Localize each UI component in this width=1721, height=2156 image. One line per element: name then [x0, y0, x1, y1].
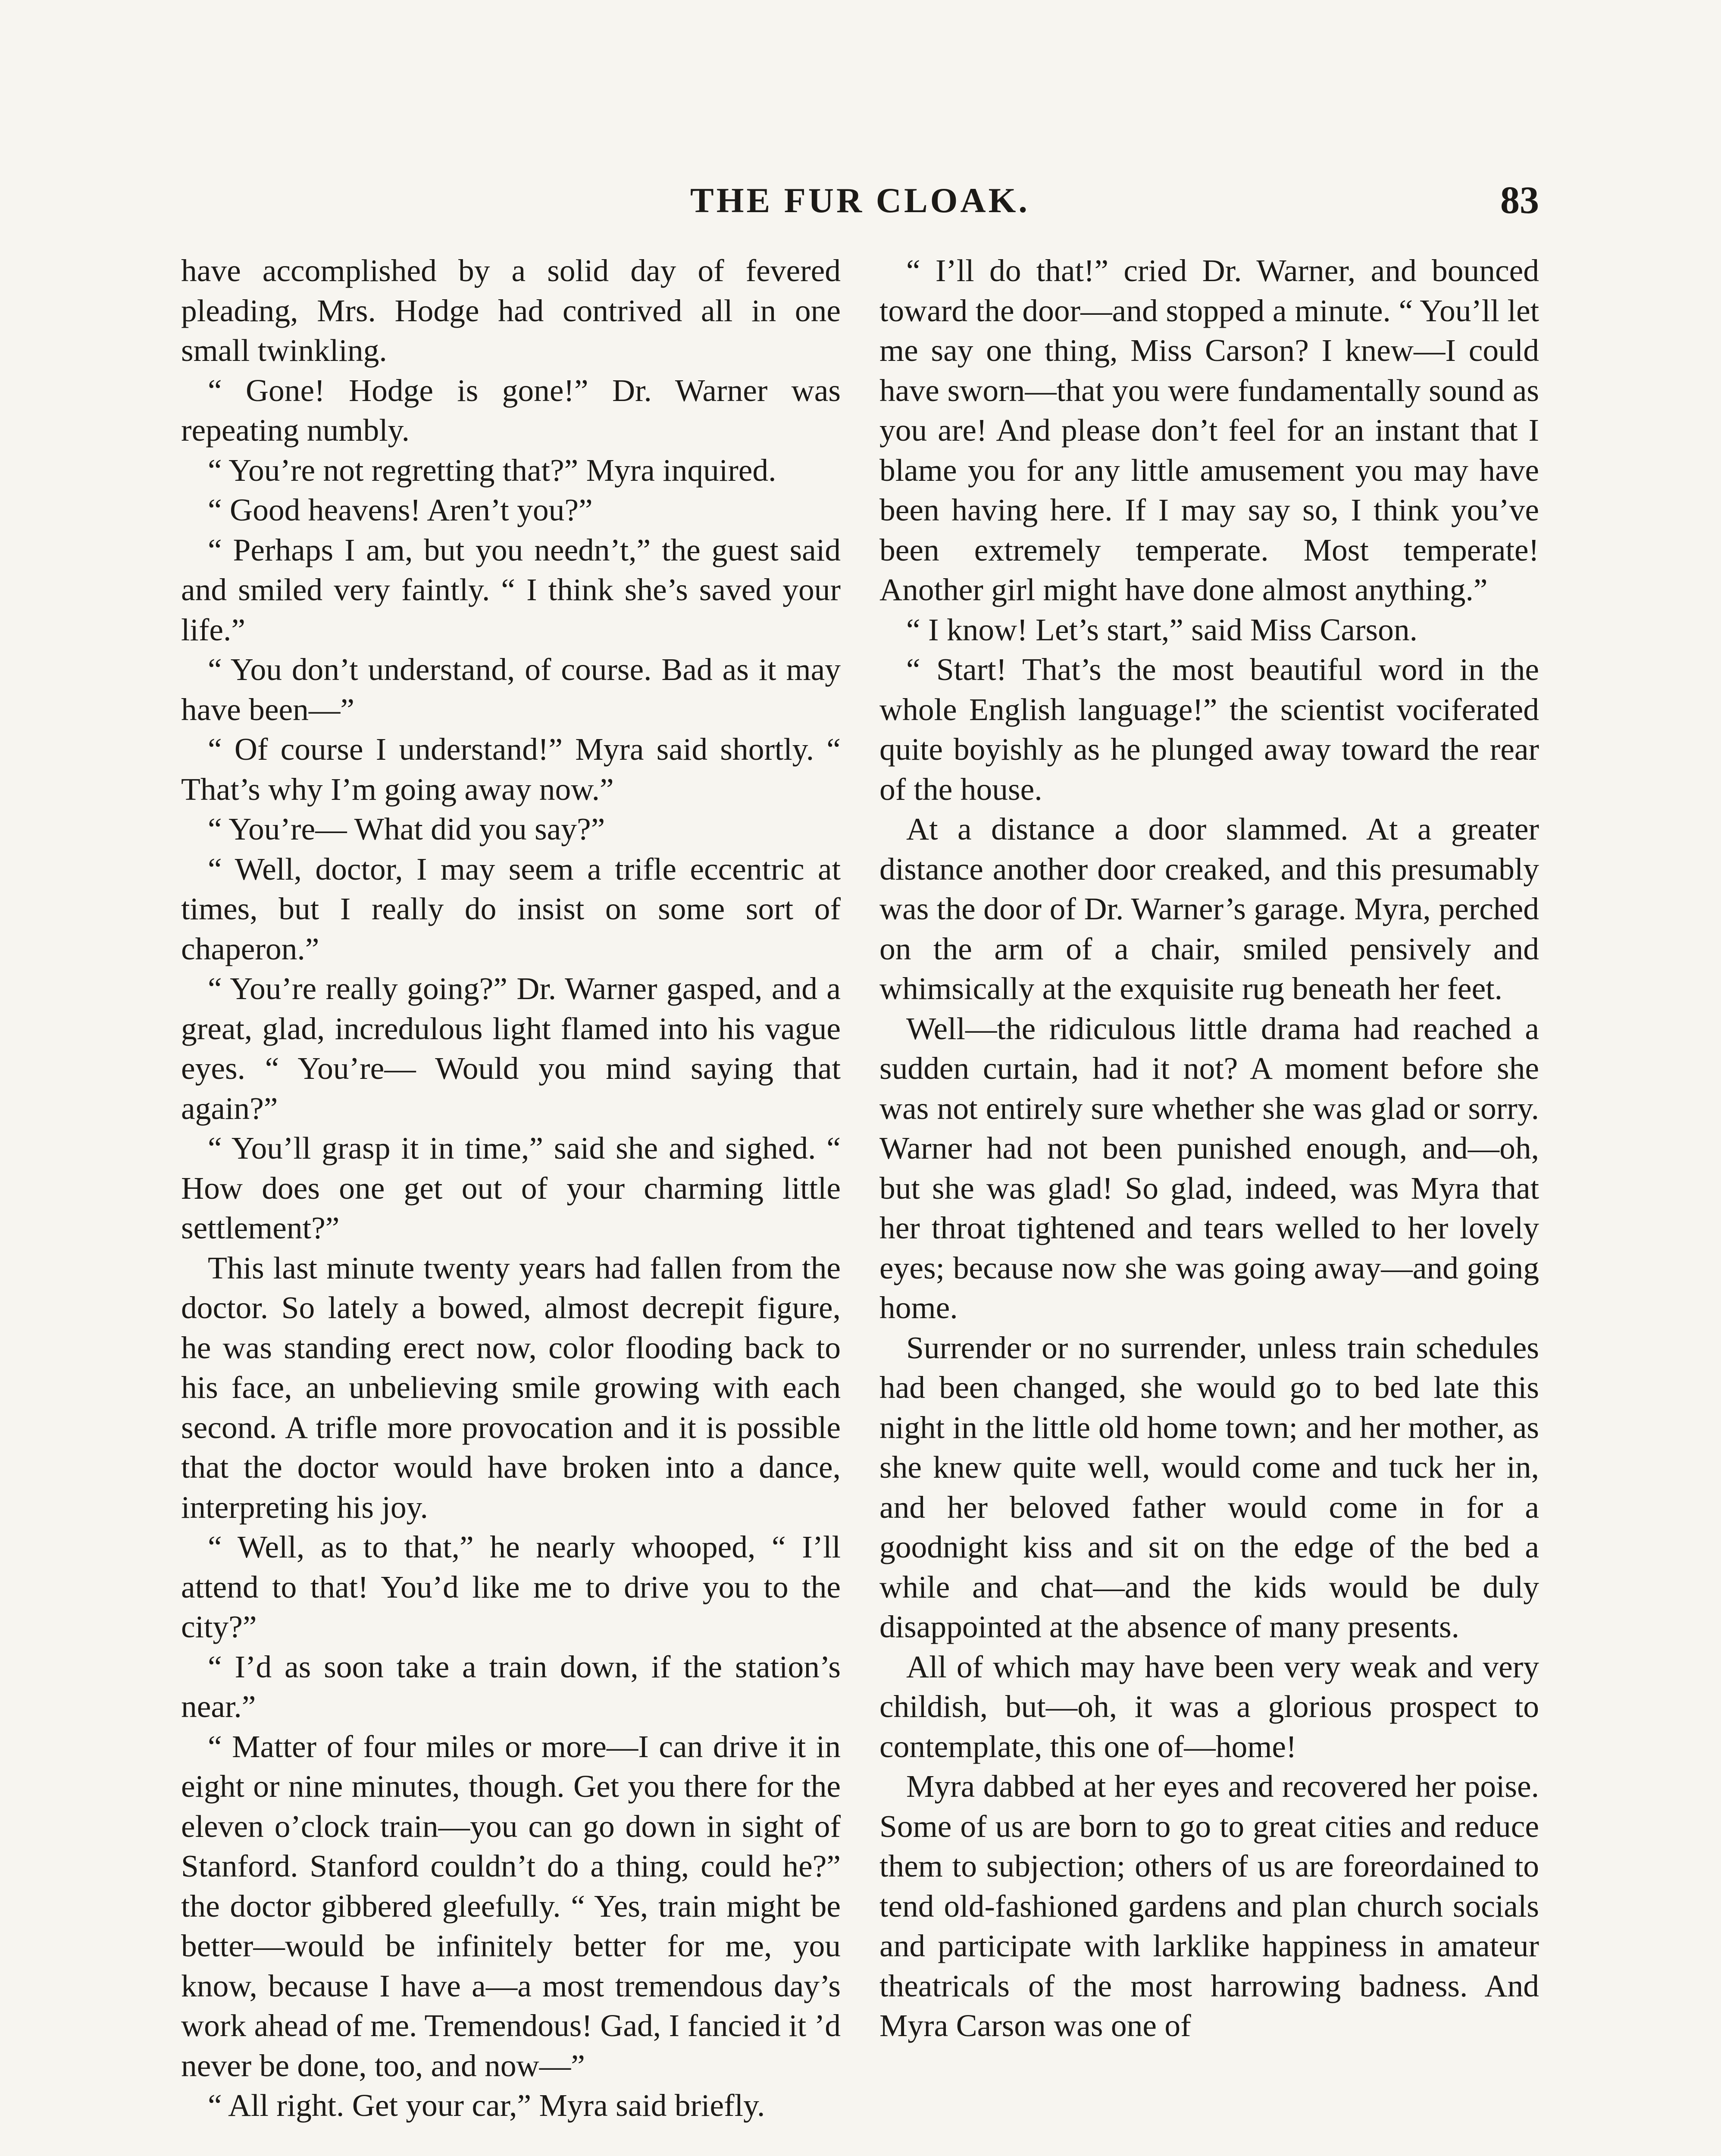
paragraph: “ Matter of four miles or more—I can drive it in eight or nine minutes, though. Get you there for the eleven o’clock train—you can go down in sight of Stanford. Stanford couldn’t do a thing, could he?” the doctor gibbered gleefully. “ Yes, train might be better—would be infinitely better for me, you know, because I have a—a most tremendous day’s work ahead of me. Tremendous! Gad, I fancied it ’d never be done, too, and now—” [181, 1729, 841, 2083]
paragraph: “ You don’t understand, of course. Bad as it may have been—” [181, 652, 841, 727]
paragraph: “ Start! That’s the most beautiful word in the whole English language!” the scientist vociferated quite boyishly as he plunged away toward the rear of the house. [879, 652, 1539, 807]
paragraph: “ You’re not regretting that?” Myra inquired. [208, 452, 776, 488]
paragraph: This last minute twenty years had fallen from the doctor. So lately a bowed, almost decrepit figure, he was standing erect now, color flooding back to his face, an unbelieving smile growing with each second. A trifle more provocation and it is possible that the doctor would have broken into a dance, interpreting his joy. [181, 1250, 841, 1525]
paragraph: “ I’d as soon take a train down, if the station’s near.” [181, 1649, 841, 1724]
paragraph: At a distance a door slammed. At a greater distance another door creaked, and this presumably was the door of Dr. Warner’s garage. Myra, perched on the arm of a chair, smiled pensively and whimsically at the exquisite rug beneath her feet. [879, 812, 1539, 1006]
paragraph: “ I’ll do that!” cried Dr. Warner, and bounced toward the door—and stopped a minute. “ You’ll let me say one thing, Miss Carson? I knew—I could have sworn—that you were fundamentally sound as you are! And please don’t feel for an instant that I blame you for any little amusement you may have been having here. If I may say so, I think you’ve been extremely temperate. Most temperate! Another girl might have done almost anything.” [879, 253, 1539, 607]
paragraph: “ Well, as to that,” he nearly whooped, “ I’ll attend to that! You’d like me to drive you to the city?” [181, 1529, 841, 1644]
paragraph: “ I know! Let’s start,” said Miss Carson. [906, 612, 1418, 647]
paragraph: “ You’re— What did you say?” [208, 812, 605, 846]
paragraph: “ You’ll grasp it in time,” said she and sighed. “ How does one get out of your charming little settlement?” [181, 1131, 841, 1245]
paragraph: have accomplished by a solid day of fevered pleading, Mrs. Hodge had contrived all in one small twinkling. [181, 253, 841, 368]
right-column [879, 251, 1539, 2046]
page-number: 83 [1500, 179, 1539, 222]
paragraph: “ Of course I understand!” Myra said shortly. “ That’s why I’m going away now.” [181, 732, 841, 807]
paragraph: “ You’re really going?” Dr. Warner gasped, and a great, glad, incredulous light flamed into his vague eyes. “ You’re— Would you mind saying that again?” [181, 971, 841, 1126]
paragraph: Myra dabbed at her eyes and recovered her poise. Some of us are born to go to great cities and reduce them to subjection; others of us are foreordained to tend old-fashioned gardens and plan church socials and participate with larklike happiness in amateur theatricals of the most harrowing badness. And Myra Carson was one of [879, 1769, 1539, 2043]
running-title: THE FUR CLOAK. [690, 181, 1030, 220]
paragraph: Surrender or no surrender, unless train schedules had been changed, she would go to bed late this night in the little old home town; and her mother, as she knew quite well, would come and tuck her in, and her beloved father would come in for a goodnight kiss and sit on the edge of the bed a while and chat—and the kids would be duly disappointed at the absence of many presents. [879, 1330, 1539, 1644]
page-header [181, 177, 1539, 224]
paragraph: “ All right. Get your car,” Myra said briefly. [208, 2088, 765, 2123]
paragraph: “ Perhaps I am, but you needn’t,” the guest said and smiled very faintly. “ I think she’s saved your life.” [181, 532, 841, 647]
paragraph: “ Well, doctor, I may seem a trifle eccentric at times, but I really do insist on some sort of chaperon.” [181, 851, 841, 966]
paragraph: “ Gone! Hodge is gone!” Dr. Warner was repeating numbly. [181, 373, 841, 448]
paragraph: “ Good heavens! Aren’t you?” [208, 492, 593, 527]
paragraph: Well—the ridiculous little drama had reached a sudden curtain, had it not? A moment before she was not entirely sure whether she was glad or sorry. Warner had not been punished enough, and—oh, but she was glad! So glad, indeed, was Myra that her throat tightened and tears welled to her lovely eyes; because now she was going away—and going home. [879, 1011, 1539, 1325]
left-column [181, 251, 841, 2126]
paragraph: All of which may have been very weak and very childish, but—oh, it was a glorious prospect to contemplate, this one of—home! [879, 1649, 1539, 1764]
